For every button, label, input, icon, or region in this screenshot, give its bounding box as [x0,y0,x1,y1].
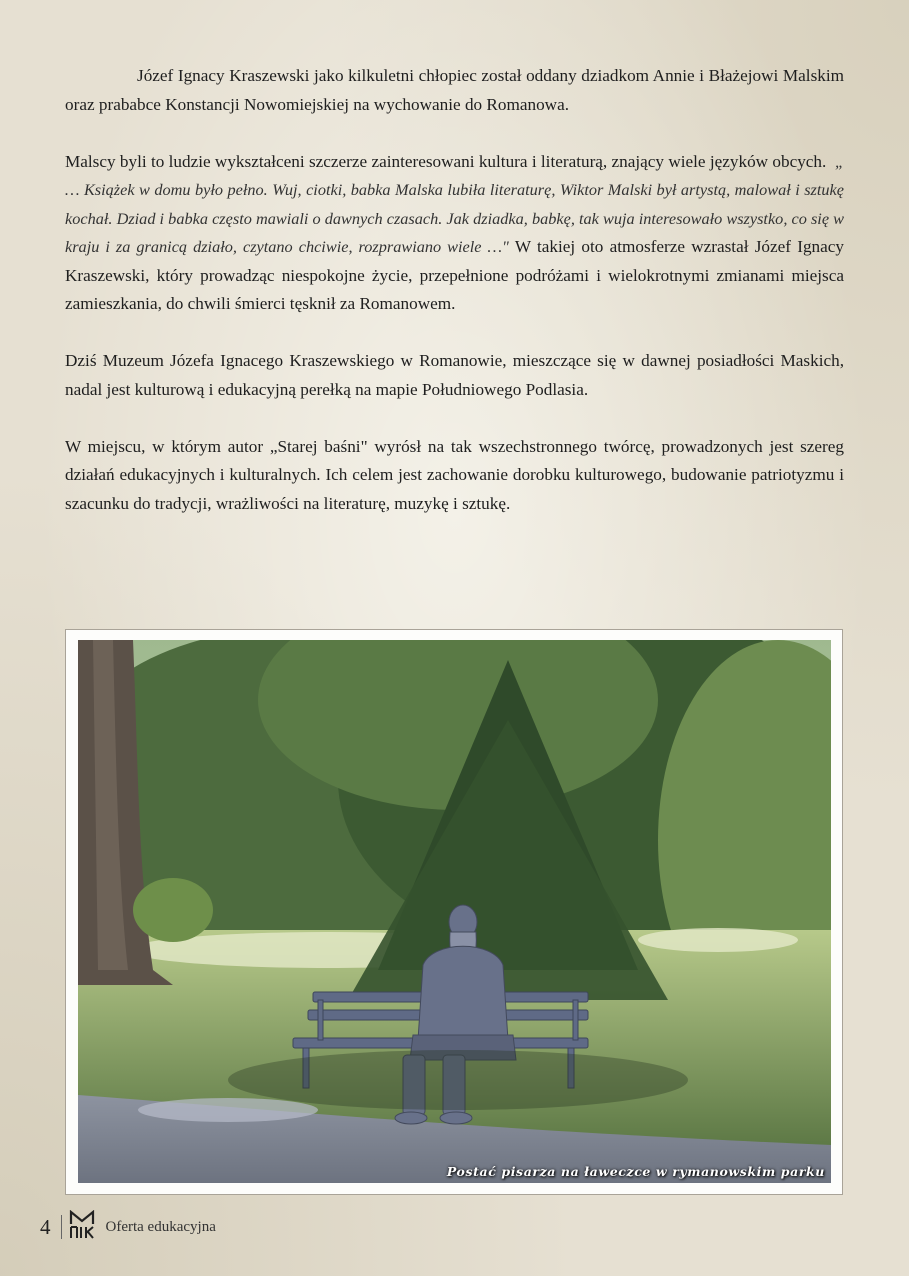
photo-frame [65,629,843,1195]
body-text [65,62,844,547]
photo-caption: Postać pisarza na ławeczce w rymanowskim parku [446,1164,825,1179]
paragraph-1: Józef Ignacy Kraszewski jako kilkuletni chłopiec został oddany dziadkom Annie i Błażejowi Malskim oraz prababce Konstancji Nowomiejskiej na wychowanie do Romanowa. [65,66,844,114]
page-number: 4 [40,1214,51,1239]
paragraph-4: W miejscu, w którym autor „Starej baśni" wyrósł na tak wszechstronnego twórcę, prowadzonych jest szereg działań edukacyjnych i kulturalnych. Ich celem jest zachowanie dorobku kulturowego, budowanie patriotyzmu i szacunku do tradycji, wrażliwości na literaturę, muzykę i sztukę. [65,436,844,513]
footer-divider [61,1215,62,1239]
park-photo [78,640,831,1183]
page-footer [40,1210,216,1244]
paragraph-2 [65,148,844,319]
paragraph-2-intro: Malscy byli to ludzie wykształceni szczerze zainteresowani kultura i literaturą, znający wiele języków obcych. [65,151,827,171]
mjik-monogram-icon [68,1210,96,1245]
paragraph-3: Dziś Muzeum Józefa Ignacego Kraszewskiego w Romanowie, mieszczące się w dawnej posiadłości Maskich, nadal jest kulturową i edukacyjną perełką na mapie Południowego Podlasia. [65,351,844,399]
paragraph-2-rest: W takiej oto atmosferze wzrastał Józef Ignacy Kraszewski, który prowadząc niespokojne życie, przepełnione podróżami i wielokrotnymi zmianami miejsca zamieszkania, do chwili śmierci tęsknił za Romanowem. [65,237,844,313]
kraszewski-quote: „ … Książek w domu było pełno. Wuj, ciotki, babka Malska lubiła literaturę, Wiktor Malski był artystą, malował i sztukę kochał. Dziad i babka często mawiali o dawnych czasach. Jak dziadka, babkę, tak wuja interesowało wszystko, co się w kraju i za granicą działo, czytano chciwie, rozprawiano wiele …" [65,151,844,256]
footer-label: Oferta edukacyjna [105,1218,216,1235]
park-photo-illustration [78,640,831,1183]
